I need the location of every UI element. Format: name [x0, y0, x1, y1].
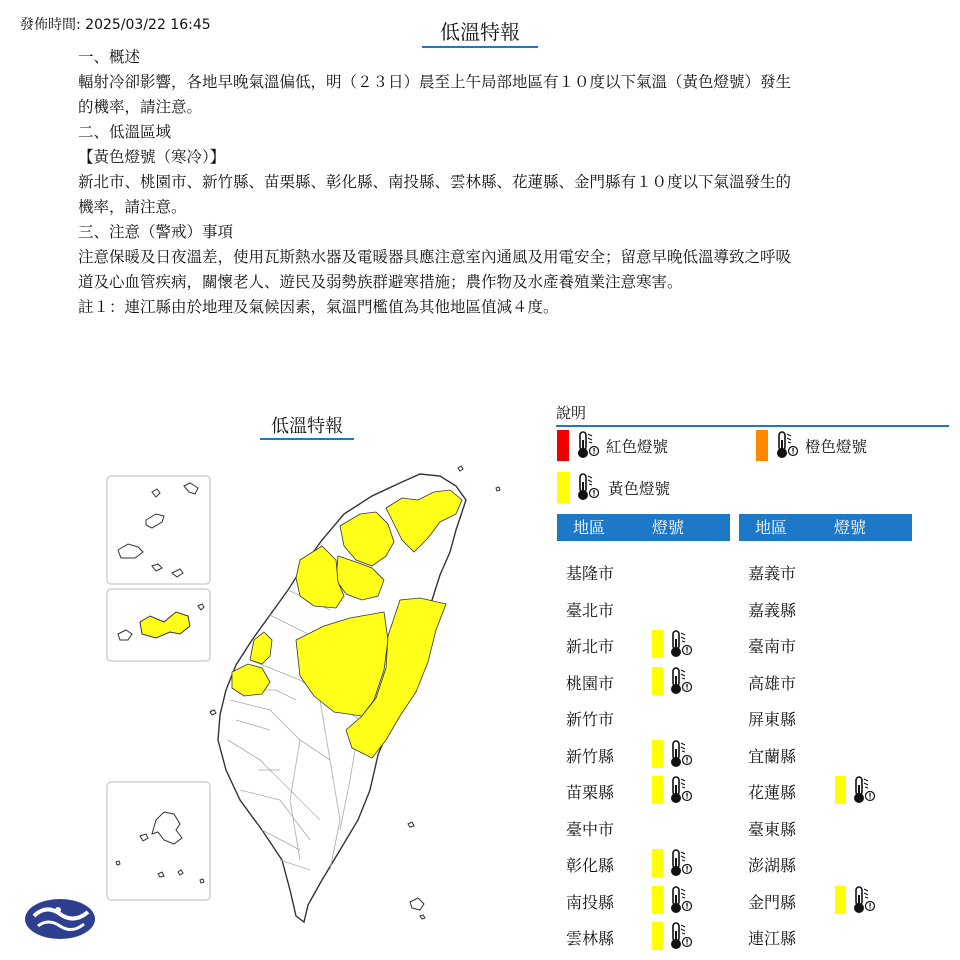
thermometer-warning-icon — [668, 921, 694, 951]
table-header-right — [739, 514, 912, 541]
region-name: 彰化縣 — [566, 856, 615, 875]
region-name: 新北市 — [566, 637, 615, 656]
thermometer-warning-icon — [668, 739, 694, 769]
yellow-signal-bar — [652, 922, 663, 950]
issue-time: 發佈時間: 2025/03/22 16:45 — [20, 17, 211, 33]
region-name: 宜蘭縣 — [748, 746, 797, 766]
bulletin-line: 道及心血管疾病，關懷老人、遊民及弱勢族群避寒措施；農作物及水產養殖業注意寒害。 — [78, 273, 683, 291]
region-name: 臺北市 — [566, 600, 615, 620]
region-name: 高雄市 — [748, 673, 797, 693]
region-name: 臺東縣 — [748, 819, 797, 839]
yellow-signal-bar — [652, 849, 663, 877]
orange-swatch — [756, 430, 768, 461]
yellow-signal-bar — [652, 667, 663, 695]
thermometer-warning-icon — [668, 885, 694, 915]
thermometer-warning-icon — [575, 472, 601, 502]
region-name: 金門縣 — [748, 892, 797, 912]
bulletin-line: 的機率，請注意。 — [78, 98, 203, 116]
bulletin-body — [78, 45, 898, 320]
cwa-logo-icon — [25, 899, 95, 939]
legend-label-orange: 橙色燈號 — [805, 438, 868, 456]
yellow-signal-bar — [835, 886, 846, 914]
region-name: 苗栗縣 — [566, 783, 615, 802]
col-signal-header: 燈號 — [652, 518, 685, 537]
bulletin-line: 一、概述 — [78, 48, 141, 66]
col-signal-header: 燈號 — [834, 518, 867, 537]
col-region-header: 地區 — [755, 518, 788, 537]
bulletin-line: 註１：連江縣由於地理及氣候因素，氣溫門檻值為其他地區值減４度。 — [78, 298, 559, 316]
thermometer-warning-icon — [851, 885, 877, 915]
bulletin-line: 注意保暖及日夜溫差，使用瓦斯熱水器及電暖器具應注意室內通風及用電安全；留意早晚低溫導致之呼吸 — [78, 248, 792, 266]
region-name: 嘉義市 — [748, 564, 797, 583]
legend-label-yellow: 黃色燈號 — [608, 480, 671, 498]
bulletin-line: 二、低溫區域 — [78, 123, 172, 141]
region-name: 桃園市 — [566, 673, 615, 693]
yellow-swatch — [557, 472, 569, 503]
thermometer-warning-icon — [668, 775, 694, 805]
red-swatch — [557, 430, 569, 461]
region-name: 臺南市 — [748, 637, 797, 656]
yellow-signal-bar — [652, 630, 663, 658]
map-title: 低溫特報 — [260, 412, 354, 440]
legend-heading: 說明 — [556, 402, 949, 427]
region-name: 嘉義縣 — [748, 600, 797, 620]
thermometer-warning-icon — [668, 629, 694, 659]
legend-label-red: 紅色燈號 — [606, 438, 669, 456]
table-header-left — [557, 514, 730, 541]
penghu-inset — [107, 782, 210, 900]
yellow-signal-bar — [835, 776, 846, 804]
region-name: 屏東縣 — [748, 710, 797, 729]
taiwan-map — [0, 380, 550, 960]
region-name: 新竹縣 — [566, 746, 615, 766]
bulletin-line: 三、注意（警戒）事項 — [78, 223, 234, 241]
region-name: 新竹市 — [566, 710, 615, 729]
thermometer-warning-icon — [668, 848, 694, 878]
bulletin-line: 【黃色燈號（寒冷）】 — [78, 148, 226, 166]
region-name: 雲林縣 — [566, 929, 615, 948]
thermometer-warning-icon — [774, 430, 800, 460]
region-name: 花蓮縣 — [748, 783, 797, 802]
bulletin-line: 輻射冷卻影響，各地早晚氣溫偏低，明（２３日）晨至上午局部地區有１０度以下氣溫（黃色燈號）發生 — [78, 73, 792, 91]
region-name: 連江縣 — [748, 929, 797, 948]
region-name: 基隆市 — [566, 564, 615, 583]
thermometer-warning-icon — [668, 666, 694, 696]
region-name: 臺中市 — [566, 819, 615, 839]
yellow-signal-bar — [652, 886, 663, 914]
thermometer-warning-icon — [851, 775, 877, 805]
bulletin-title: 低溫特報 — [422, 16, 538, 48]
thermometer-warning-icon — [575, 430, 601, 460]
yellow-signal-bar — [652, 776, 663, 804]
bulletin-line: 新北市、桃園市、新竹縣、苗栗縣、彰化縣、南投縣、雲林縣、花蓮縣、金門縣有１０度以下氣溫發生的 — [78, 173, 792, 191]
region-name: 澎湖縣 — [748, 856, 797, 875]
bulletin-line: 機率，請注意。 — [78, 198, 187, 216]
col-region-header: 地區 — [573, 518, 606, 537]
yellow-signal-bar — [652, 740, 663, 768]
region-name: 南投縣 — [566, 892, 615, 912]
